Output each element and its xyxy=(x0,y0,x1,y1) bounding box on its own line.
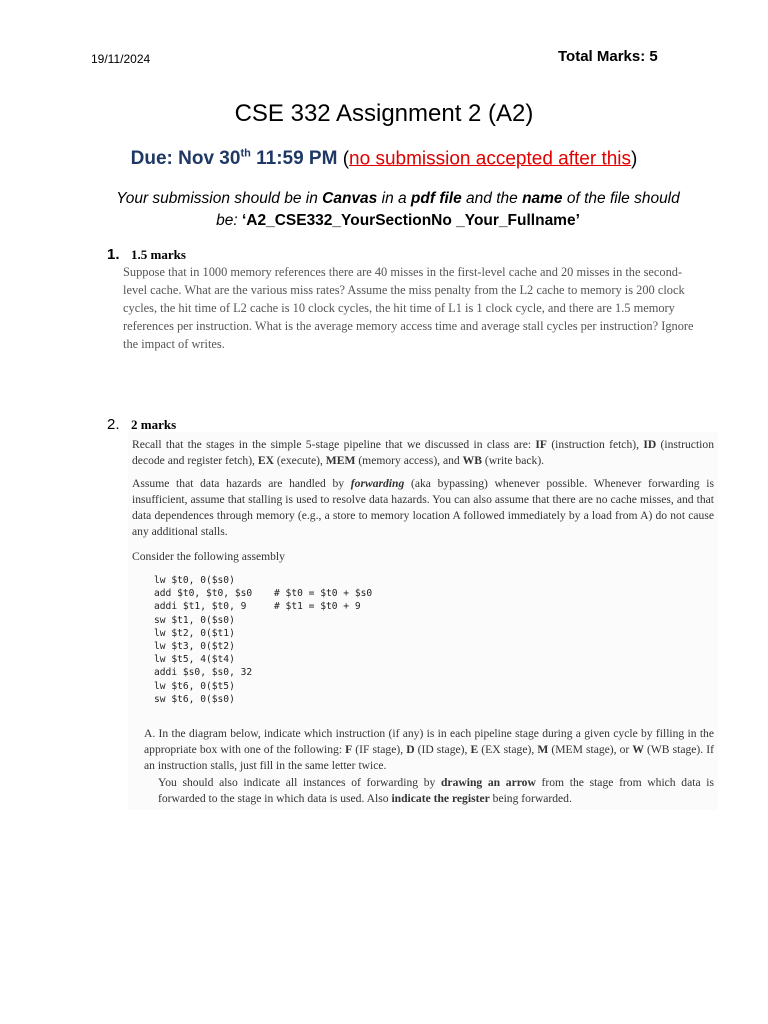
question-2-marks: 2 marks xyxy=(131,417,177,432)
hazards-paragraph: Assume that data hazards are handled by forwarding (aka bypassing) whenever possible. Whenever forwarding is insufficient, assume that stalling is used to resolve data hazards. You can also assume that there are no cache misses, and that data dependences through memory (e.g., a store to memory location A followed immediately by a load from A) do not cause any additional stalls. xyxy=(132,477,714,538)
pipeline-stages-paragraph: Recall that the stages in the simple 5-stage pipeline that we discussed in class are: IF (instruction fetch), ID (instruction decode and register fetch), EX (execute), MEM (memory access), and WB (write back). xyxy=(132,438,714,467)
code-line: addi $s0, $s0, 32 xyxy=(154,667,253,679)
page-title: CSE 332 Assignment 2 (A2) xyxy=(234,100,534,127)
code-line: lw $t0, 0($s0) xyxy=(154,575,235,586)
file-name-format: ‘A2_CSE332_YourSectionNo _Your_Fullname’ xyxy=(241,212,580,229)
question-1-number: 1. xyxy=(107,246,120,263)
code-line: add $t0, $t0, $s0 # $t0 = $t0 + $s0 xyxy=(154,588,373,600)
code-line: lw $t6, 0($t5) xyxy=(154,680,235,692)
code-line: lw $t5, 4($t4) xyxy=(154,654,235,666)
due-line: Due: Nov 30th 11:59 PM (no submission accepted after this) xyxy=(130,148,638,170)
question-1-text: Suppose that in 1000 memory references there are 40 misses in the first-level cache and 20 misses in the second-level cache. What are the various miss rates? Assume the miss penalty from the L2 cache to memory is 200 clock cycles, the hit time of L2 cache is 10 clock cycles, the hit time of L1 is 1 clock cycle, and there are 1.5 memory references per instruction. What is the average memory access time and average stall cycles per instruction? Ignore the impact of writes. xyxy=(123,265,694,351)
code-line: sw $t6, 0($s0) xyxy=(154,693,235,705)
question-2-number: 2. xyxy=(107,416,120,433)
part-a-paragraph: A. In the diagram below, indicate which instruction (if any) is in each pipeline stage during a given cycle by filling in the appropriate box with one of the following: F (IF stage), D (ID stage), E (EX stage), M (MEM stage), or W (WB stage). If an instruction stalls, just fill in the same letter twice. xyxy=(144,727,714,772)
submission-instructions: Your submission should be in Canvas in a pdf file and the name of the file should be: ‘A2_CSE332_YourSectionNo _Your_Fullname’ xyxy=(116,190,680,229)
late-warning: no submission accepted after this xyxy=(349,148,632,170)
assembly-intro: Consider the following assembly xyxy=(132,550,285,563)
assembly-code xyxy=(154,574,373,706)
due-label: Due: Nov 30th 11:59 PM xyxy=(130,148,338,170)
code-line: lw $t3, 0($t2) xyxy=(154,640,235,652)
question-1-marks: 1.5 marks xyxy=(131,247,186,262)
total-marks: Total Marks: 5 xyxy=(558,48,658,65)
code-line: addi $t1, $t0, 9 # $t1 = $t0 + 9 xyxy=(154,601,361,613)
code-line: sw $t1, 0($s0) xyxy=(154,614,235,626)
forwarding-instructions: You should also indicate all instances of forwarding by drawing an arrow from the stage from which data is forwarded to the stage in which data is used. Also indicate the register being forwarded. xyxy=(158,776,714,805)
date: 19/11/2024 xyxy=(91,52,151,66)
code-line: lw $t2, 0($t1) xyxy=(154,627,235,639)
